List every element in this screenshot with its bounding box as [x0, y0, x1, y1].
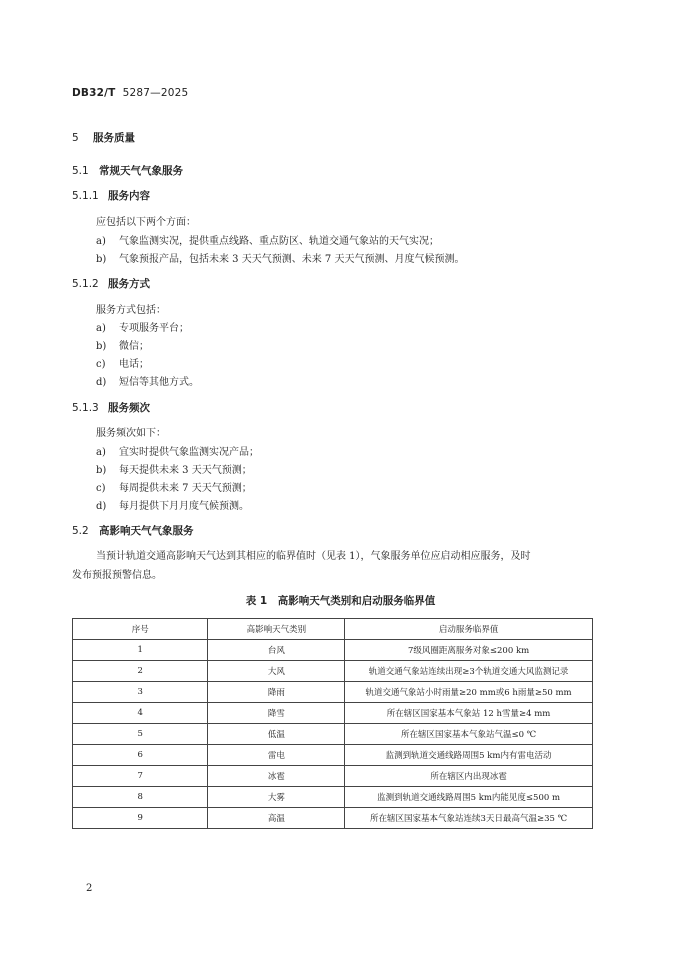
cell-weather-type: 台风: [208, 640, 345, 661]
table-row: [73, 703, 593, 724]
cell-threshold: 轨道交通气象站小时雨量≥20 mm或6 h雨量≥50 mm: [345, 682, 593, 703]
column-header-weather-type: 高影响天气类别: [208, 619, 345, 640]
list-item: d) 每月提供下月月度气候预测。: [96, 501, 249, 512]
table-row: [73, 640, 593, 661]
column-header-number: 序号: [73, 619, 208, 640]
table-row: [73, 724, 593, 745]
cell-number: 4: [73, 703, 208, 724]
list-item: b) 气象预报产品，包括未来 3 天天气预测、未来 7 天天气预测、月度气候预测。: [96, 254, 465, 265]
page-number: 2: [86, 883, 93, 894]
list-item: c) 每周提供未来 7 天天气预测；: [96, 483, 252, 494]
cell-number: 5: [73, 724, 208, 745]
section-5-1-1-heading: 5.1.1 服务内容: [72, 190, 150, 202]
table-row: [73, 787, 593, 808]
standard-code: DB32/T: [72, 87, 116, 99]
cell-threshold: 所在辖区内出现冰雹: [345, 766, 593, 787]
section-5-1-3-intro: 服务频次如下：: [96, 428, 166, 439]
list-item: a) 专项服务平台；: [96, 323, 189, 334]
cell-number: 6: [73, 745, 208, 766]
cell-weather-type: 雷电: [208, 745, 345, 766]
list-item: c) 电话；: [96, 359, 149, 370]
section-5-2-paragraph-line-1: 当预计轨道交通高影响天气达到其相应的临界值时（见表 1），气象服务单位应启动相应服务，及时: [96, 551, 531, 562]
table-row: [73, 682, 593, 703]
standard-number: 5287—2025: [122, 87, 189, 99]
table-row: [73, 808, 593, 829]
cell-weather-type: 降雪: [208, 703, 345, 724]
list-item: b) 微信；: [96, 341, 149, 352]
cell-number: 7: [73, 766, 208, 787]
section-5-1-2-heading: 5.1.2 服务方式: [72, 278, 150, 290]
column-header-threshold: 启动服务临界值: [345, 619, 593, 640]
cell-threshold: 所在辖区国家基本气象站 12 h雪量≥4 mm: [345, 703, 593, 724]
cell-number: 3: [73, 682, 208, 703]
table-row: [73, 661, 593, 682]
section-5-2-heading: 5.2 高影响天气气象服务: [72, 525, 194, 537]
section-5-heading: 5 服务质量: [72, 132, 135, 144]
document-header: [72, 87, 188, 99]
cell-number: 8: [73, 787, 208, 808]
table-row: [73, 766, 593, 787]
cell-weather-type: 高温: [208, 808, 345, 829]
cell-weather-type: 大雾: [208, 787, 345, 808]
cell-threshold: 所在辖区国家基本气象站气温≤0 ℃: [345, 724, 593, 745]
cell-threshold: 监测到轨道交通线路周围5 km内能见度≤500 m: [345, 787, 593, 808]
cell-weather-type: 降雨: [208, 682, 345, 703]
section-5-2-paragraph-line-2: 发布预报预警信息。: [72, 570, 162, 581]
list-item: a) 气象监测实况，提供重点线路、重点防区、轨道交通气象站的天气实况；: [96, 236, 439, 247]
cell-threshold: 所在辖区国家基本气象站连续3天日最高气温≥35 ℃: [345, 808, 593, 829]
list-item: b) 每天提供未来 3 天天气预测；: [96, 465, 252, 476]
list-item: d) 短信等其他方式。: [96, 377, 199, 388]
list-item: a) 宜实时提供气象监测实况产品；: [96, 447, 259, 458]
cell-number: 2: [73, 661, 208, 682]
cell-number: 9: [73, 808, 208, 829]
cell-threshold: 监测到轨道交通线路周围5 km内有雷电活动: [345, 745, 593, 766]
table-caption: 表 1 高影响天气类别和启动服务临界值: [245, 595, 436, 607]
section-5-1-heading: 5.1 常规天气气象服务: [72, 165, 183, 177]
cell-weather-type: 大风: [208, 661, 345, 682]
section-5-1-2-intro: 服务方式包括：: [96, 305, 166, 316]
section-5-1-3-heading: 5.1.3 服务频次: [72, 402, 150, 414]
section-5-1-1-intro: 应包括以下两个方面：: [96, 217, 196, 228]
cell-threshold: 7级风圈距离服务对象≤200 km: [345, 640, 593, 661]
table-header-row: [73, 619, 593, 640]
cell-threshold: 轨道交通气象站连续出现≥3个轨道交通大风监测记录: [345, 661, 593, 682]
cell-number: 1: [73, 640, 208, 661]
cell-weather-type: 冰雹: [208, 766, 345, 787]
cell-weather-type: 低温: [208, 724, 345, 745]
thresholds-table: [72, 618, 593, 829]
table-row: [73, 745, 593, 766]
